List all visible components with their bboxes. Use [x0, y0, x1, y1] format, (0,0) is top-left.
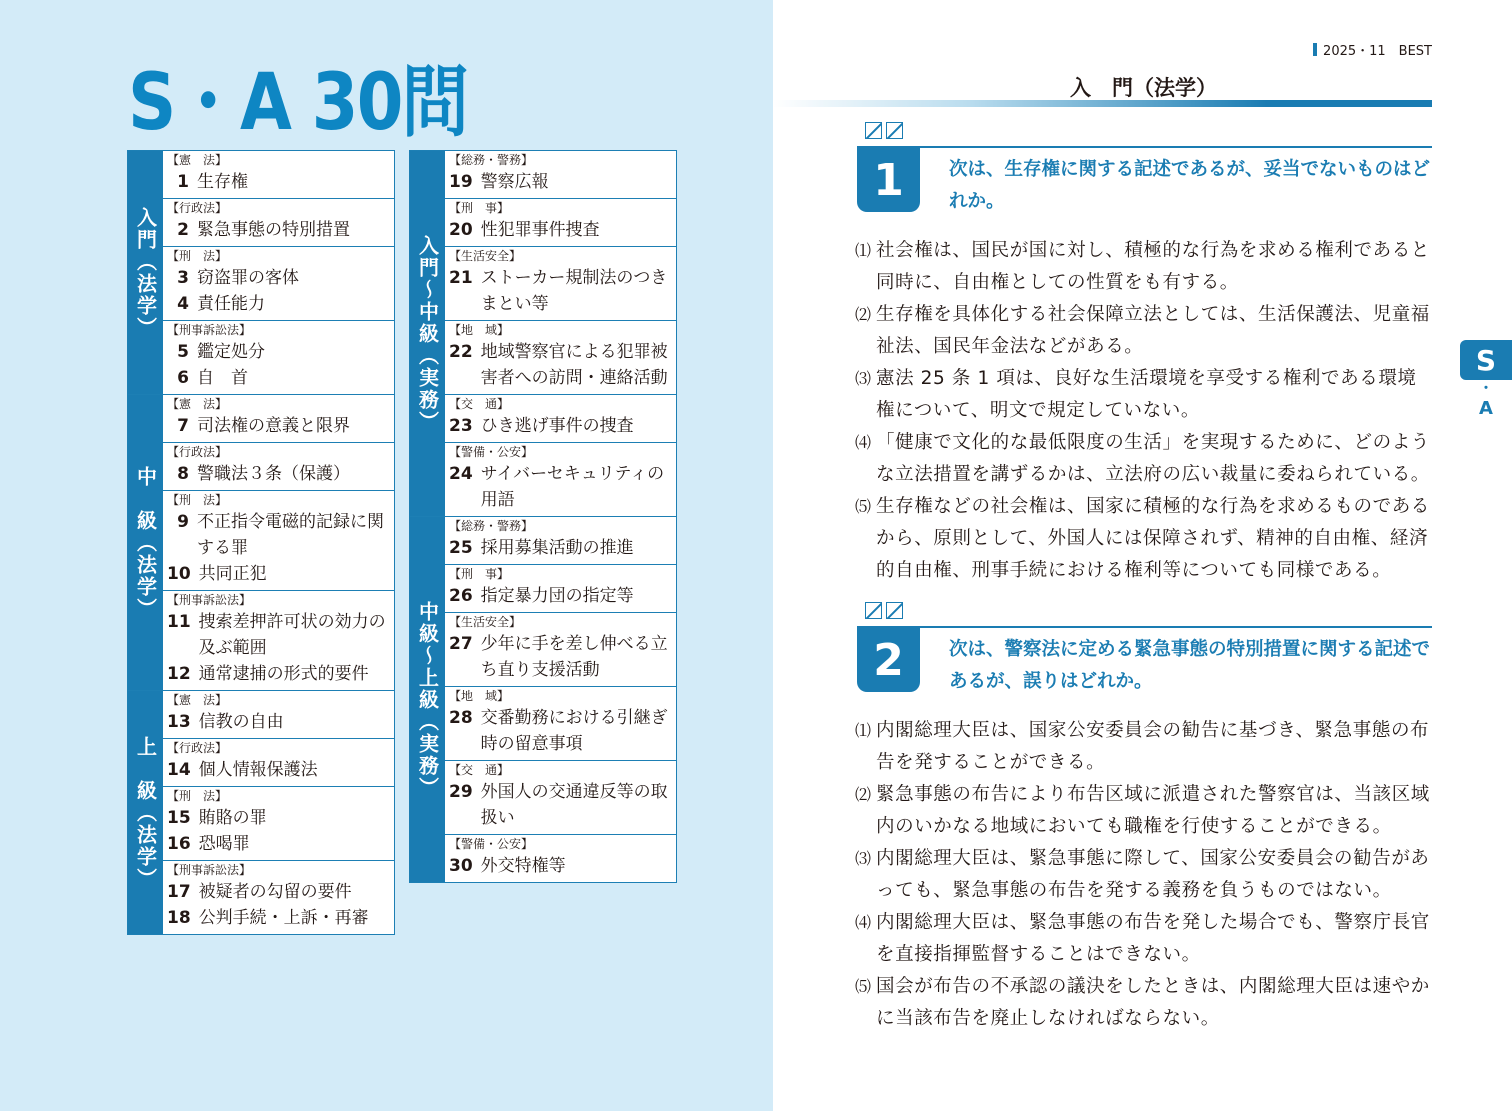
- question-number-badge: 1: [857, 148, 920, 212]
- category-block: [445, 613, 676, 687]
- header-mark-icon: [1313, 43, 1317, 56]
- category-label: 【刑事訴訟法】: [167, 863, 252, 877]
- answer-option[interactable]: ⑷ 内閣総理大臣は、緊急事態の布告を発した場合でも、警察庁長官を直接指揮監督することはできない。: [855, 912, 1430, 965]
- category-block: [445, 687, 676, 761]
- category-label: 【地 域】: [449, 689, 510, 703]
- category-block: [445, 199, 676, 247]
- category-label: 【地 域】: [449, 323, 510, 337]
- category-block: [163, 321, 394, 394]
- checkbox-icon[interactable]: [886, 122, 903, 139]
- category-label: 【刑 法】: [167, 493, 228, 507]
- category-block: [163, 739, 394, 787]
- topic-item[interactable]: 27 少年に手を差し伸べる立ち直り支援活動: [449, 634, 668, 680]
- topic-item[interactable]: 5 鑑定処分: [177, 342, 265, 362]
- category-label: 【交 通】: [449, 763, 510, 777]
- topic-item[interactable]: 14 個人情報保護法: [167, 760, 318, 780]
- side-tab-letter-s: S: [1460, 340, 1512, 380]
- category-label: 【行政法】: [167, 201, 228, 215]
- question-number-badge: 2: [857, 628, 920, 692]
- topic-item[interactable]: 9 不正指令電磁的記録に関する罪: [177, 512, 384, 558]
- category-label: 【憲 法】: [167, 153, 228, 167]
- section-title: 入 門（法学）: [1070, 76, 1217, 100]
- category-label: 【刑 事】: [449, 567, 510, 581]
- answer-option[interactable]: ⑵ 緊急事態の布告により布告区域に派遣された警察官は、当該区域内のいかなる地域においても職権を行使することができる。: [855, 784, 1430, 837]
- topic-item[interactable]: 25 採用募集活動の推進: [449, 538, 634, 558]
- topic-item[interactable]: 11 捜索差押許可状の効力の及ぶ範囲: [167, 612, 386, 658]
- checkbox-icon[interactable]: [886, 602, 903, 619]
- category-label: 【憲 法】: [167, 693, 228, 707]
- page-title: S・A 30問: [128, 58, 468, 148]
- topic-item[interactable]: 28 交番勤務における引継ぎ時の留意事項: [449, 708, 668, 754]
- side-index-tab[interactable]: [1460, 340, 1512, 424]
- category-label: 【刑 法】: [167, 249, 228, 263]
- level-band: 中 級（法学）: [128, 395, 163, 690]
- topic-item[interactable]: 7 司法権の意義と限界: [177, 416, 350, 436]
- question-options: [855, 715, 1435, 1035]
- category-block: [163, 691, 394, 739]
- category-label: 【総務・警務】: [449, 519, 534, 533]
- topic-item[interactable]: 24 サイバーセキュリティの用語: [449, 464, 665, 510]
- category-label: 【憲 法】: [167, 397, 228, 411]
- topic-item[interactable]: 22 地域警察官による犯罪被害者への訪問・連絡活動: [449, 342, 668, 388]
- category-block: [445, 247, 676, 321]
- level-band: 中級〜上級（実務）: [410, 517, 445, 882]
- category-block: [163, 591, 394, 690]
- category-label: 【生活安全】: [449, 615, 522, 629]
- check-boxes[interactable]: [865, 602, 903, 619]
- toc-column-right: [409, 150, 677, 883]
- topic-item[interactable]: 26 指定暴力団の指定等: [449, 586, 634, 606]
- topic-item[interactable]: 23 ひき逃げ事件の捜査: [449, 416, 634, 436]
- category-block: [163, 247, 394, 321]
- question-stem: 次は、生存権に関する記述であるが、妥当でないものはどれか。: [949, 159, 1431, 212]
- side-tab-letter-a: A: [1479, 398, 1493, 419]
- answer-option[interactable]: ⑶ 憲法 25 条 1 項は、良好な生活環境を享受する権利である環境権について、明文で規定していない。: [855, 368, 1417, 421]
- check-boxes[interactable]: [865, 122, 903, 139]
- category-label: 【総務・警務】: [449, 153, 534, 167]
- answer-option[interactable]: ⑴ 社会権は、国民が国に対し、積極的な行為を求める権利であると同時に、自由権としての性質をも有する。: [855, 240, 1430, 293]
- topic-item[interactable]: 19 警察広報: [449, 172, 549, 192]
- level-group-intermediate-advanced-practice: [410, 517, 676, 882]
- category-label: 【警備・公安】: [449, 445, 534, 459]
- topic-item[interactable]: 6 自 首: [177, 368, 248, 388]
- category-block: [445, 761, 676, 835]
- question-stem: 次は、警察法に定める緊急事態の特別措置に関する記述であるが、誤りはどれか。: [949, 639, 1431, 692]
- category-label: 【刑 事】: [449, 201, 510, 215]
- topic-item[interactable]: 16 恐喝罪: [167, 834, 250, 854]
- topic-item[interactable]: 8 警職法３条（保護）: [177, 464, 350, 484]
- level-group-intermediate-law: [128, 395, 394, 691]
- level-group-advanced-law: [128, 691, 394, 934]
- answer-option[interactable]: ⑵ 生存権を具体化する社会保障立法としては、生活保護法、児童福祉法、国民年金法などがある。: [855, 304, 1430, 357]
- question-options: [855, 235, 1435, 587]
- category-label: 【刑事訴訟法】: [167, 323, 252, 337]
- topic-item[interactable]: 18 公判手続・上訴・再審: [167, 908, 369, 928]
- topic-item[interactable]: 12 通常逮捕の形式的要件: [167, 664, 369, 684]
- running-header: [1313, 40, 1432, 59]
- category-block: [445, 151, 676, 199]
- category-label: 【行政法】: [167, 741, 228, 755]
- category-block: [163, 395, 394, 443]
- category-label: 【交 通】: [449, 397, 510, 411]
- topic-item[interactable]: 13 信教の自由: [167, 712, 284, 732]
- category-label: 【警備・公安】: [449, 837, 534, 851]
- topic-item[interactable]: 20 性犯罪事件捜査: [449, 220, 600, 240]
- question-header: [857, 146, 1432, 218]
- category-label: 【行政法】: [167, 445, 228, 459]
- topic-item[interactable]: 30 外交特権等: [449, 856, 566, 876]
- section-rule: [773, 100, 1432, 107]
- question-header: [857, 626, 1432, 698]
- topic-item[interactable]: 29 外国人の交通違反等の取扱い: [449, 782, 668, 828]
- category-label: 【刑 法】: [167, 789, 228, 803]
- category-block: [445, 517, 676, 565]
- category-block: [163, 199, 394, 247]
- category-block: [445, 395, 676, 443]
- topic-item[interactable]: 21 ストーカー規制法のつきまとい等: [449, 268, 668, 314]
- category-block: [445, 565, 676, 613]
- category-block: [445, 443, 676, 516]
- topic-item[interactable]: 15 賄賂の罪: [167, 808, 267, 828]
- category-block: [445, 321, 676, 395]
- answer-option[interactable]: ⑸ 生存権などの社会権は、国家に積極的な行為を求めるものであるから、原則として、外国人には保障されず、精神的自由権、経済的自由権、刑事手続における権利等についても同様である。: [855, 496, 1430, 581]
- answer-option[interactable]: ⑴ 内閣総理大臣は、国家公安委員会の勧告に基づき、緊急事態の布告を発することができる。: [855, 720, 1430, 773]
- checkbox-icon[interactable]: [865, 602, 882, 619]
- answer-option[interactable]: ⑷ 「健康で文化的な最低限度の生活」を実現するために、どのような立法措置を講ずるかは、立法府の広い裁量に委ねられている。: [855, 432, 1430, 485]
- category-block: [445, 835, 676, 882]
- level-band: 入門〜中級（実務）: [410, 151, 445, 516]
- side-tab-dot: ・: [1479, 381, 1493, 397]
- category-label: 【生活安全】: [449, 249, 522, 263]
- category-block: [163, 443, 394, 491]
- topic-item[interactable]: 17 被疑者の勾留の要件: [167, 882, 352, 902]
- level-band: 上 級（法学）: [128, 691, 163, 934]
- right-page: [773, 0, 1512, 1111]
- level-group-intro-law: [128, 151, 394, 395]
- level-band: 入門（法学）: [128, 151, 163, 394]
- level-group-intro-intermediate-practice: [410, 151, 676, 517]
- category-block: [163, 491, 394, 591]
- checkbox-icon[interactable]: [865, 122, 882, 139]
- topic-item[interactable]: 4 責任能力: [177, 294, 265, 314]
- category-label: 【刑事訴訟法】: [167, 593, 252, 607]
- header-text: 2025・11 BEST: [1323, 44, 1432, 59]
- topic-item[interactable]: 10 共同正犯: [167, 564, 267, 584]
- topic-item[interactable]: 1 生存権: [177, 172, 248, 192]
- category-block: [163, 861, 394, 934]
- topic-item[interactable]: 2 緊急事態の特別措置: [177, 220, 350, 240]
- category-block: [163, 151, 394, 199]
- topic-item[interactable]: 3 窃盗罪の客体: [177, 268, 299, 288]
- answer-option[interactable]: ⑶ 内閣総理大臣は、緊急事態に際して、国家公安委員会の勧告があっても、緊急事態の布告を発する義務を負うものではない。: [855, 848, 1430, 901]
- toc-column-left: [127, 150, 395, 935]
- category-block: [163, 787, 394, 861]
- answer-option[interactable]: ⑸ 国会が布告の不承認の議決をしたときは、内閣総理大臣は速やかに当該布告を廃止しなければならない。: [855, 976, 1430, 1029]
